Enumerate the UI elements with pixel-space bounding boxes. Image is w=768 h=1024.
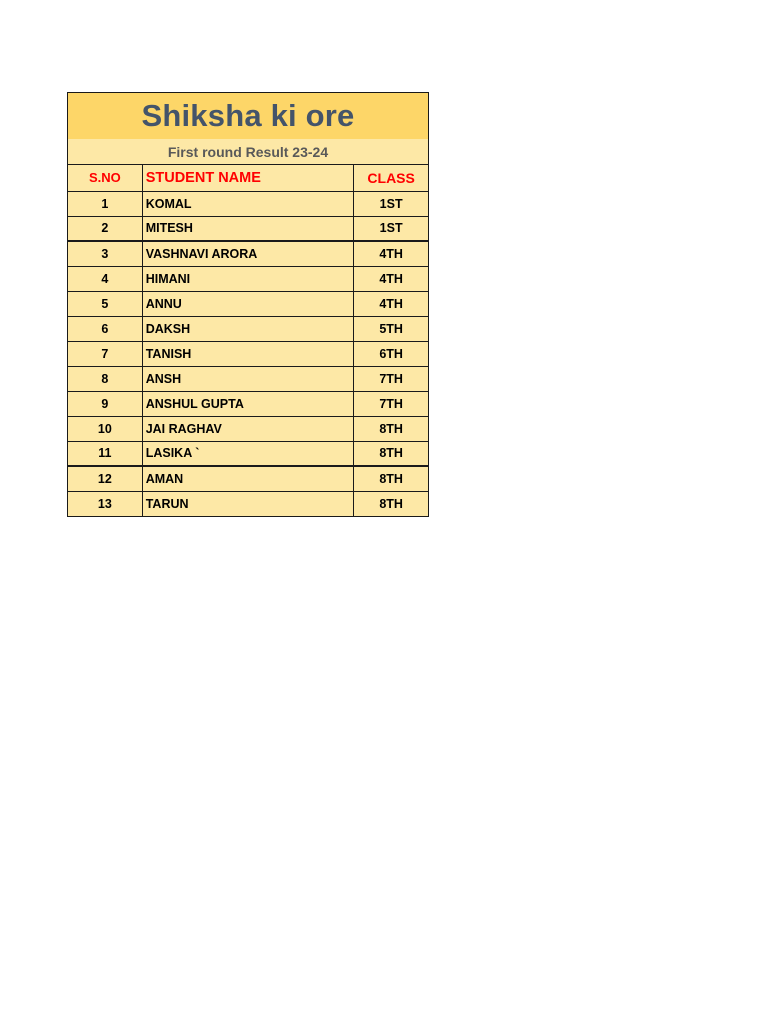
result-table bbox=[68, 165, 428, 516]
sheet-title: Shiksha ki ore bbox=[68, 93, 428, 139]
cell-student-name: AMAN bbox=[142, 466, 354, 491]
cell-sno: 4 bbox=[68, 266, 142, 291]
cell-sno: 12 bbox=[68, 466, 142, 491]
cell-class: 7TH bbox=[354, 366, 428, 391]
table-row bbox=[68, 491, 428, 516]
cell-class: 8TH bbox=[354, 441, 428, 466]
cell-class: 6TH bbox=[354, 341, 428, 366]
cell-student-name: ANSHUL GUPTA bbox=[142, 391, 354, 416]
cell-sno: 3 bbox=[68, 241, 142, 266]
cell-sno: 13 bbox=[68, 491, 142, 516]
cell-student-name: ANSH bbox=[142, 366, 354, 391]
cell-class: 7TH bbox=[354, 391, 428, 416]
cell-student-name: JAI RAGHAV bbox=[142, 416, 354, 441]
cell-class: 4TH bbox=[354, 241, 428, 266]
cell-student-name: LASIKA ` bbox=[142, 441, 354, 466]
header-row bbox=[68, 165, 428, 191]
table-row bbox=[68, 216, 428, 241]
cell-student-name: HIMANI bbox=[142, 266, 354, 291]
header-student-name: STUDENT NAME bbox=[142, 165, 354, 191]
cell-class: 8TH bbox=[354, 416, 428, 441]
table-row bbox=[68, 441, 428, 466]
cell-sno: 8 bbox=[68, 366, 142, 391]
cell-sno: 10 bbox=[68, 416, 142, 441]
header-class: CLASS bbox=[354, 165, 428, 191]
cell-student-name: ANNU bbox=[142, 291, 354, 316]
cell-sno: 6 bbox=[68, 316, 142, 341]
cell-class: 1ST bbox=[354, 216, 428, 241]
cell-class: 5TH bbox=[354, 316, 428, 341]
table-row bbox=[68, 291, 428, 316]
cell-sno: 7 bbox=[68, 341, 142, 366]
cell-student-name: TARUN bbox=[142, 491, 354, 516]
table-row bbox=[68, 416, 428, 441]
cell-student-name: KOMAL bbox=[142, 191, 354, 216]
cell-student-name: VASHNAVI ARORA bbox=[142, 241, 354, 266]
table-row bbox=[68, 341, 428, 366]
cell-sno: 2 bbox=[68, 216, 142, 241]
cell-class: 4TH bbox=[354, 291, 428, 316]
table-row bbox=[68, 191, 428, 216]
table-row bbox=[68, 316, 428, 341]
cell-class: 1ST bbox=[354, 191, 428, 216]
cell-sno: 5 bbox=[68, 291, 142, 316]
cell-student-name: TANISH bbox=[142, 341, 354, 366]
cell-sno: 9 bbox=[68, 391, 142, 416]
cell-class: 8TH bbox=[379, 496, 403, 511]
table-row bbox=[68, 366, 428, 391]
table-row bbox=[68, 241, 428, 266]
table-row bbox=[68, 266, 428, 291]
result-sheet bbox=[67, 92, 429, 517]
table-row bbox=[68, 391, 428, 416]
cell-class: 8TH bbox=[354, 466, 428, 491]
cell-sno: 11 bbox=[68, 441, 142, 466]
cell-student-name: DAKSH bbox=[142, 316, 354, 341]
header-sno: S.NO bbox=[68, 165, 142, 191]
cell-sno: 1 bbox=[68, 191, 142, 216]
cell-class: 4TH bbox=[354, 266, 428, 291]
sheet-subtitle: First round Result 23-24 bbox=[68, 139, 428, 165]
cell-student-name: MITESH bbox=[142, 216, 354, 241]
table-row bbox=[68, 466, 428, 491]
